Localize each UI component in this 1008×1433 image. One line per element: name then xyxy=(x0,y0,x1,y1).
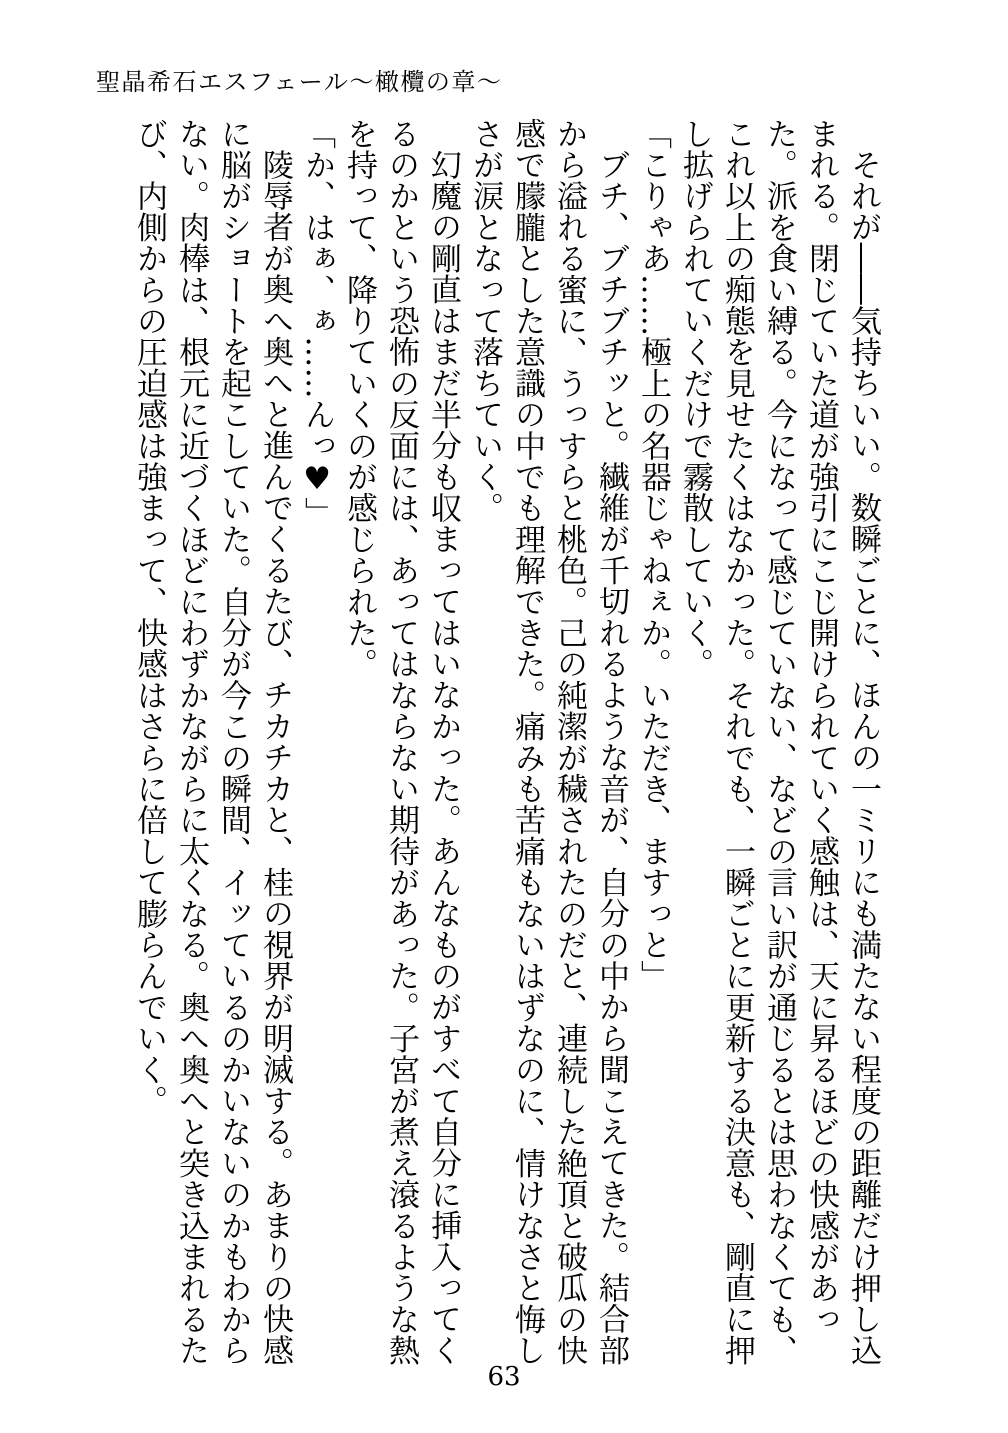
paragraph-narration-4: 陵辱者が奥へ奥へと進んでくるたび、チカチカと、桂の視界が明滅する。あまりの快感に脳がショートを起こしていた。自分が今この瞬間、イッているのかいないのかもわからない。肉棒は、根元に近づくほどにわずかながらに太くなる。奥へ奥へと突き込まれるたび、内側からの圧迫感は強まって、快感はさらに倍して膨らんでいく。 xyxy=(131,118,293,1366)
paragraph-narration-1: それが――気持ちいい。数瞬ごとに、ほんの一ミリにも満たない程度の距離だけ押し込まれる。閉じていた道が強引にこじ開けられていく感触は、天に昇るほどの快感があった。派を食い縛る。今になって感じていない、などの言い訳が通じるとは思わなくても、これ以上の痴態を見せたくはなかった。それでも、一瞬ごとに更新する決意も、剛直に押し拡げられていくだけで霧散していく。 xyxy=(677,118,881,1366)
paragraph-narration-2: ブチ、ブチブチッと。繊維が千切れるような音が、自分の中から聞こえてきた。結合部から溢れる蜜に、うっすらと桃色。己の純潔が穢されたのだと、連続した絶頂と破瓜の快感で朦朧とした意識の中でも理解できた。痛みも苦痛もないはずなのに、情けなさと悔しさが涙となって落ちていく。 xyxy=(467,118,629,1366)
paragraph-dialogue-1: 「こりゃあ……極上の名器じゃねぇか。いただき、ますっと」 xyxy=(635,118,671,992)
page-number: 63 xyxy=(487,1362,521,1392)
body-text xyxy=(128,118,884,1378)
paragraph-narration-3: 幻魔の剛直はまだ半分も収まってはいなかった。あんなものがすべて自分に挿入ってくるのかという恐怖の反面には、あってはならない期待があった。子宮が煮え滾るような熱を持って、降りていくのが感じられた。 xyxy=(341,118,461,1366)
paragraph-dialogue-2: 「か、はぁ、ぁ……んっ♥」 xyxy=(299,118,335,529)
running-header-title: 聖晶希石エスフェール～橄欖の章～ xyxy=(96,68,503,96)
